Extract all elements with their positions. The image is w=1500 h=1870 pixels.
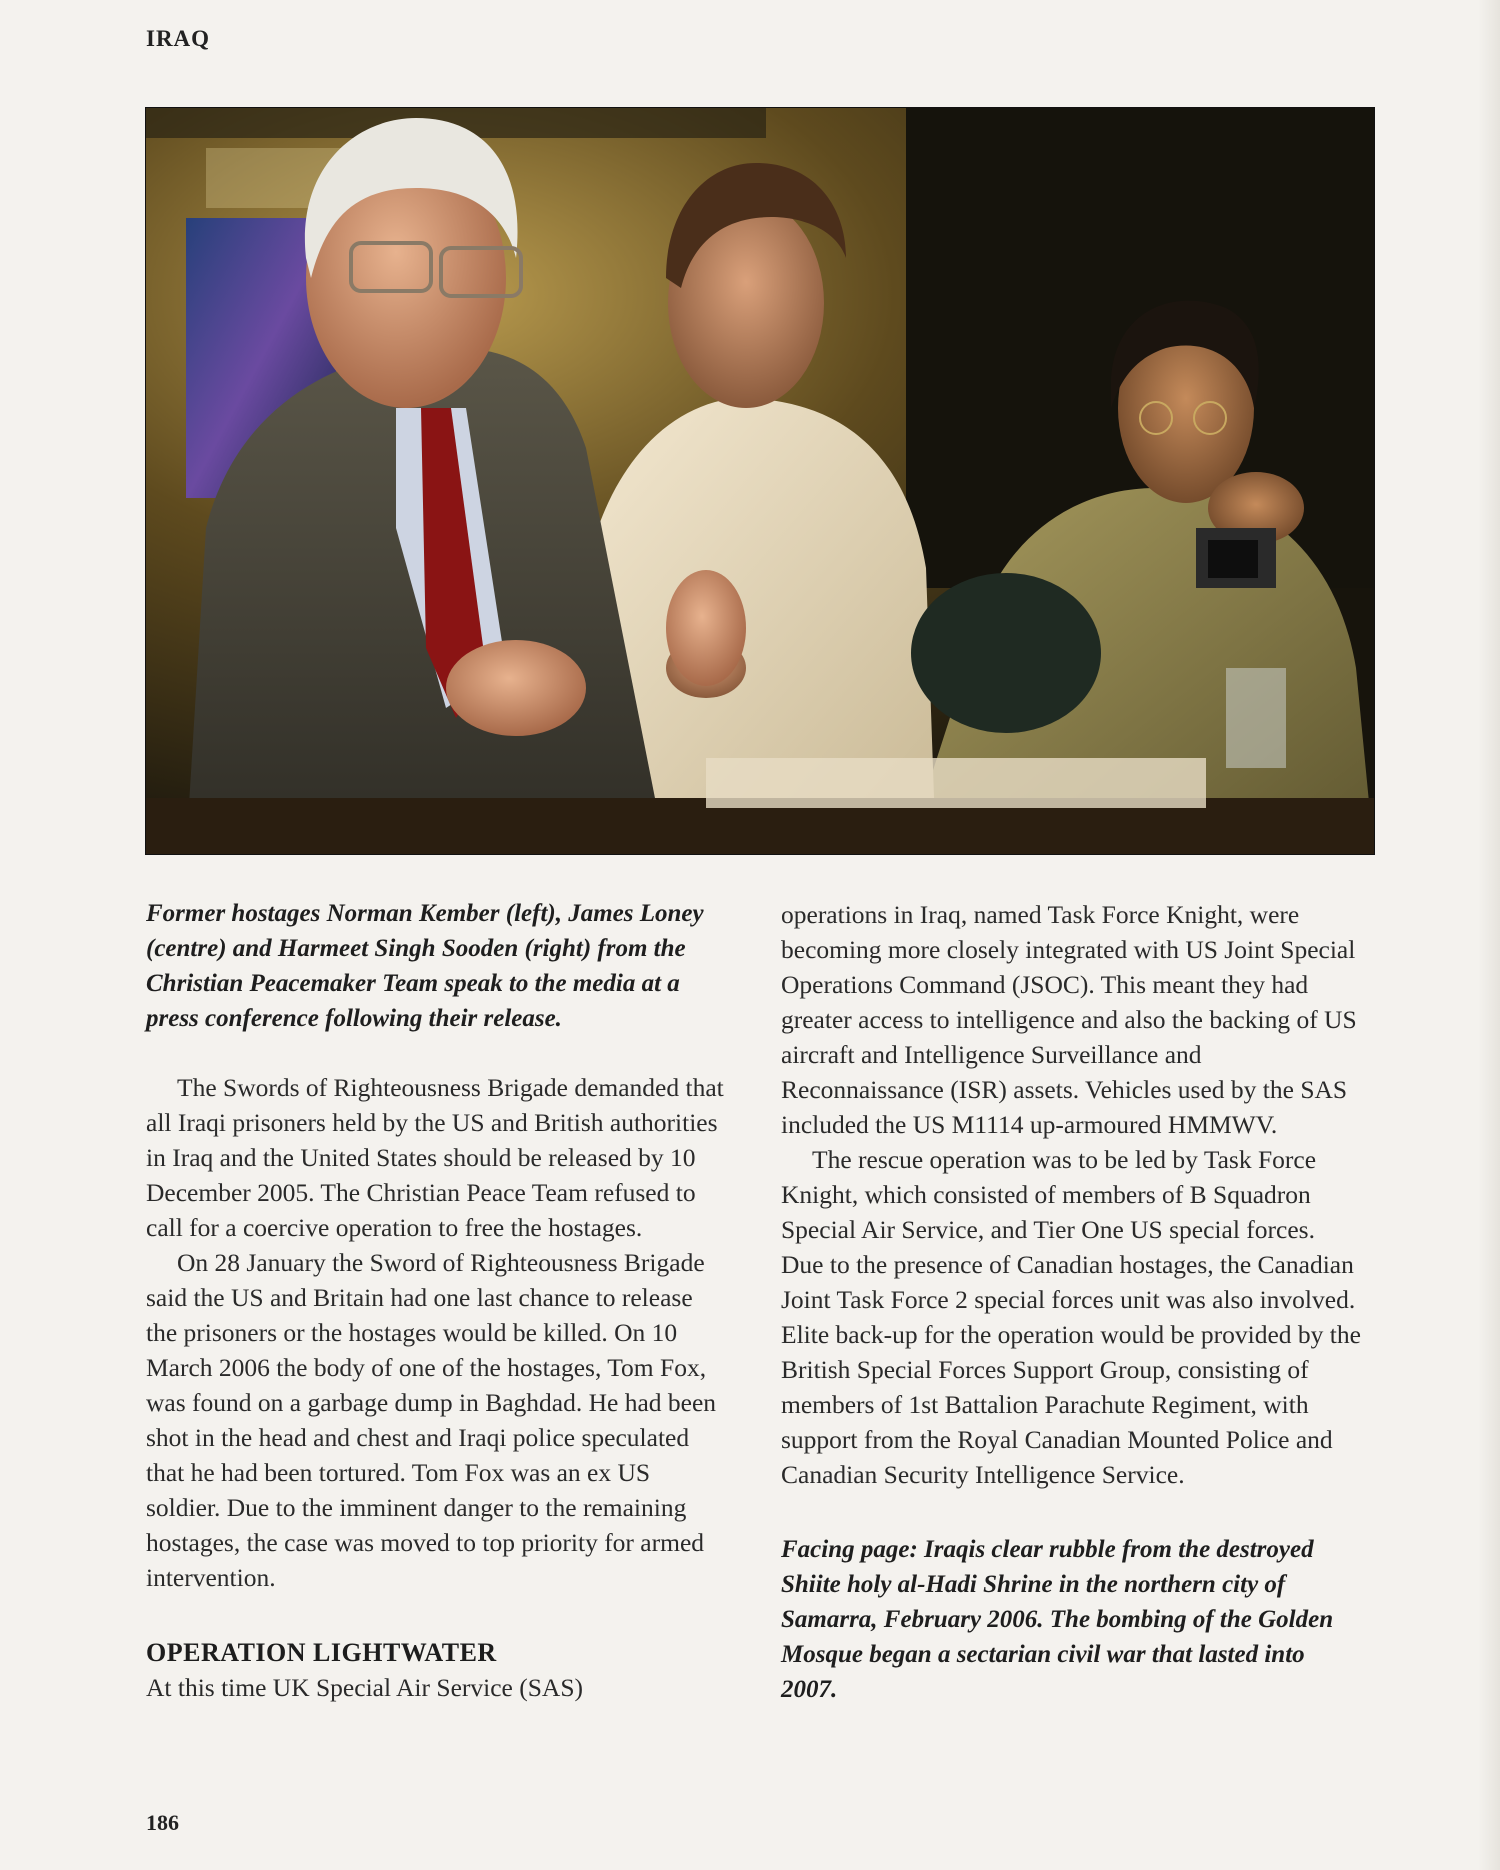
press-conference-photo [146,108,1374,854]
page-number: 186 [146,1810,179,1835]
left-column [146,896,726,1705]
running-head: IRAQ [146,26,211,51]
left-paragraph-2: On 28 January the Sword of Righteousness Brigade said the US and Britain had one last chance to release the prisoners or the hostages would be killed. On 10 March 2006 the body of one of the hostages, Tom Fox, was found on a garbage dump in Baghdad. He had been shot in the head and chest and Iraqi police speculated that he had been tortured. Tom Fox was an ex US soldier. Due to the imminent danger to the remaining hostages, the case was moved to top priority for armed intervention. [146,1248,717,1592]
right-paragraph-2: The rescue operation was to be led by Task Force Knight, which consisted of members of B Squadron Special Air Service, and Tier One US special forces. Due to the presence of Canadian hostages, the Canadian Joint Task Force 2 special forces unit was also involved. Elite back-up for the operation would be provided by the British Special Forces Support Group, consisting of members of 1st Battalion Parachute Regiment, with support from the Royal Canadian Mounted Police and Canadian Security Intelligence Service. [781,1145,1361,1489]
photo-illustration [146,108,1374,854]
right-column [781,897,1361,1707]
subheading-body: At this time UK Special Air Service (SAS) [146,1673,583,1702]
left-paragraph-1: The Swords of Righteousness Brigade demanded that all Iraqi prisoners held by the US and British authorities in Iraq and the United States should be released by 10 December 2005. The Christian Peace Team refused to call for a coercive operation to free the hostages. [146,1073,724,1242]
section-subheading: OPERATION LIGHTWATER [146,1638,497,1667]
right-paragraph-1: operations in Iraq, named Task Force Knight, were becoming more closely integrated with US Joint Special Operations Command (JSOC). This meant they had greater access to intelligence and also the backing of US aircraft and Intelligence Surveillance and Reconnaissance (ISR) assets. Vehicles used by the SAS included the US M1114 up-armoured HMMWV. [781,900,1357,1139]
page-edge-shadow [1478,0,1500,1870]
facing-page-caption: Facing page: Iraqis clear rubble from the destroyed Shiite holy al-Hadi Shrine in the northern city of Samarra, February 2006. The bombing of the Golden Mosque began a sectarian civil war that lasted into 2007. [781,1536,1334,1703]
photo-caption: Former hostages Norman Kember (left), James Loney (centre) and Harmeet Singh Sooden (right) from the Christian Peacemaker Team speak to the media at a press conference following their release. [146,900,704,1032]
